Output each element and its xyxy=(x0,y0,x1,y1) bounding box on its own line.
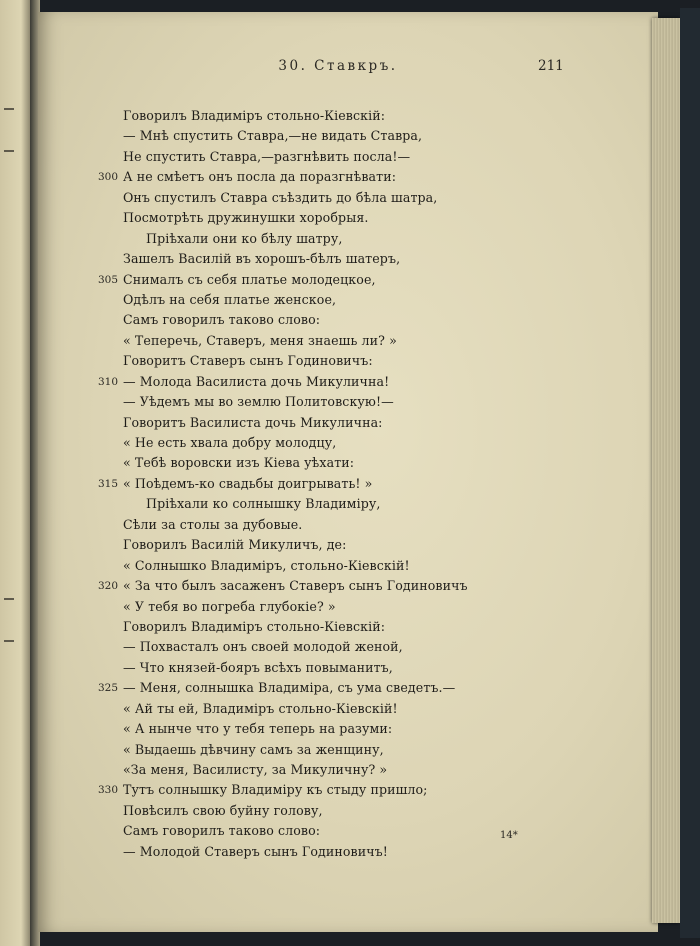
left-page-mark xyxy=(4,598,14,600)
verse-line xyxy=(38,210,658,230)
line-text: « Ай ты ей, Владиміръ стольно-Кіевскій! xyxy=(123,700,398,716)
verse-line xyxy=(38,844,658,864)
line-text: « Тебѣ воровски изъ Кіева уѣхати: xyxy=(123,455,355,471)
verse-line xyxy=(38,272,658,292)
line-text: Снималъ съ себя платье молодецкое, xyxy=(123,271,376,287)
verse-line xyxy=(38,558,658,578)
book-cover xyxy=(680,8,700,938)
verse-line xyxy=(38,537,658,557)
line-text: — Уѣдемъ мы во землю Политовскую!— xyxy=(123,394,394,410)
line-text: — Похвасталъ онъ своей молодой женой, xyxy=(123,639,403,655)
verse-line xyxy=(38,496,658,516)
verse-line xyxy=(38,292,658,312)
verse-line xyxy=(38,435,658,455)
line-text: Пріѣхали они ко бѣлу шатру, xyxy=(146,230,343,246)
line-text: Зашелъ Василій въ хорошъ-бѣлъ шатеръ, xyxy=(123,251,401,267)
line-number: 315 xyxy=(98,477,119,490)
line-number: 325 xyxy=(98,682,119,695)
line-text: « А нынче что у тебя теперь на разуми: xyxy=(123,721,393,737)
line-text: А не смѣетъ онъ посла да поразгнѣвати: xyxy=(123,169,397,185)
line-number: 305 xyxy=(98,273,119,286)
verse-line xyxy=(38,251,658,271)
verse-line xyxy=(38,619,658,639)
verse-line xyxy=(38,599,658,619)
verse-line xyxy=(38,803,658,823)
line-text: — Молода Василиста дочь Микулична! xyxy=(123,373,390,389)
line-text: Повѣсилъ свою буйну голову, xyxy=(123,802,323,818)
line-text: « Солнышко Владиміръ, стольно-Кіевскій! xyxy=(123,557,410,573)
line-number: 310 xyxy=(98,375,119,388)
line-text: « Не есть хвала добру молодцу, xyxy=(123,435,337,450)
verse-line xyxy=(38,108,658,128)
verse-line xyxy=(38,701,658,721)
verse-line xyxy=(38,639,658,659)
line-number: 300 xyxy=(98,171,119,184)
line-text: Говоритъ Ставеръ сынъ Годиновичъ: xyxy=(123,353,373,369)
verse-line xyxy=(38,231,658,251)
line-text: Сѣли за столы за дубовые. xyxy=(123,516,303,532)
line-text: — Мнѣ спустить Ставра,—не видать Ставра, xyxy=(123,128,423,144)
line-text: — Меня, солнышка Владиміра, съ ума сведетъ.— xyxy=(123,680,456,696)
verse-line xyxy=(38,823,658,843)
verse-line xyxy=(38,353,658,373)
line-text: — Что князей-бояръ всѣхъ повыманитъ, xyxy=(123,659,393,675)
verse-line xyxy=(38,476,658,496)
line-text: « Выдаешь дѣвчину самъ за женщину, xyxy=(123,741,384,757)
page-number: 211 xyxy=(538,58,564,74)
verse-line xyxy=(38,762,658,782)
verse-lines xyxy=(38,108,658,864)
verse-line xyxy=(38,660,658,680)
line-text: Пріѣхали ко солнышку Владиміру, xyxy=(146,496,381,512)
verse-line xyxy=(38,312,658,332)
left-page-mark xyxy=(4,150,14,152)
line-text: « За что былъ засаженъ Ставеръ сынъ Годиновичъ xyxy=(123,578,468,594)
verse-line xyxy=(38,333,658,353)
running-header: 30. Ставкръ. xyxy=(278,58,398,74)
line-text: «За меня, Василисту, за Микуличну? » xyxy=(123,762,388,777)
line-text: Самъ говорилъ таково слово: xyxy=(123,312,321,328)
verse-line xyxy=(38,680,658,700)
verse-line xyxy=(38,128,658,148)
line-number: 320 xyxy=(98,580,119,593)
left-page-marks xyxy=(0,0,30,946)
line-text: — Молодой Ставеръ сынъ Годиновичъ! xyxy=(123,843,388,859)
left-page-mark xyxy=(4,108,14,110)
line-text: « У тебя во погреба глубокіе? » xyxy=(123,598,336,614)
line-number: 330 xyxy=(98,784,119,797)
verse-line xyxy=(38,721,658,741)
verse-line xyxy=(38,190,658,210)
line-text: « Теперечь, Ставеръ, меня знаешь ли? » xyxy=(123,332,397,348)
verse-line xyxy=(38,782,658,802)
line-text: Говорилъ Владиміръ стольно-Кіевскій: xyxy=(123,108,386,123)
book-page xyxy=(38,12,658,932)
left-page-mark xyxy=(4,640,14,642)
line-text: « Поѣдемъ-ко свадьбы доигрывать! » xyxy=(123,475,373,491)
verse-line xyxy=(38,578,658,598)
page-edges xyxy=(652,18,680,923)
verse-line xyxy=(38,169,658,189)
verse-line xyxy=(38,415,658,435)
verse-line xyxy=(38,742,658,762)
line-text: Говорилъ Василій Микуличъ, де: xyxy=(123,537,347,553)
line-text: Посмотрѣть дружинушки хоробрыя. xyxy=(123,210,369,226)
verse-line xyxy=(38,455,658,475)
line-text: Самъ говорилъ таково слово: xyxy=(123,823,321,839)
verse-line xyxy=(38,394,658,414)
line-text: Тутъ солнышку Владиміру къ стыду пришло; xyxy=(123,782,428,798)
verse-line xyxy=(38,517,658,537)
line-text: Говорилъ Владиміръ стольно-Кіевскій: xyxy=(123,618,386,634)
line-text: Одѣлъ на себя платье женское, xyxy=(123,291,337,307)
line-text: Онъ спустилъ Ставра съѣздить до бѣла шатра, xyxy=(123,189,438,205)
line-text: Не спустить Ставра,—разгнѣвить посла!— xyxy=(123,148,411,164)
verse-line xyxy=(38,149,658,169)
signature-mark: 14* xyxy=(500,830,518,841)
verse-line xyxy=(38,374,658,394)
line-text: Говоритъ Василиста дочь Микулична: xyxy=(123,414,383,430)
